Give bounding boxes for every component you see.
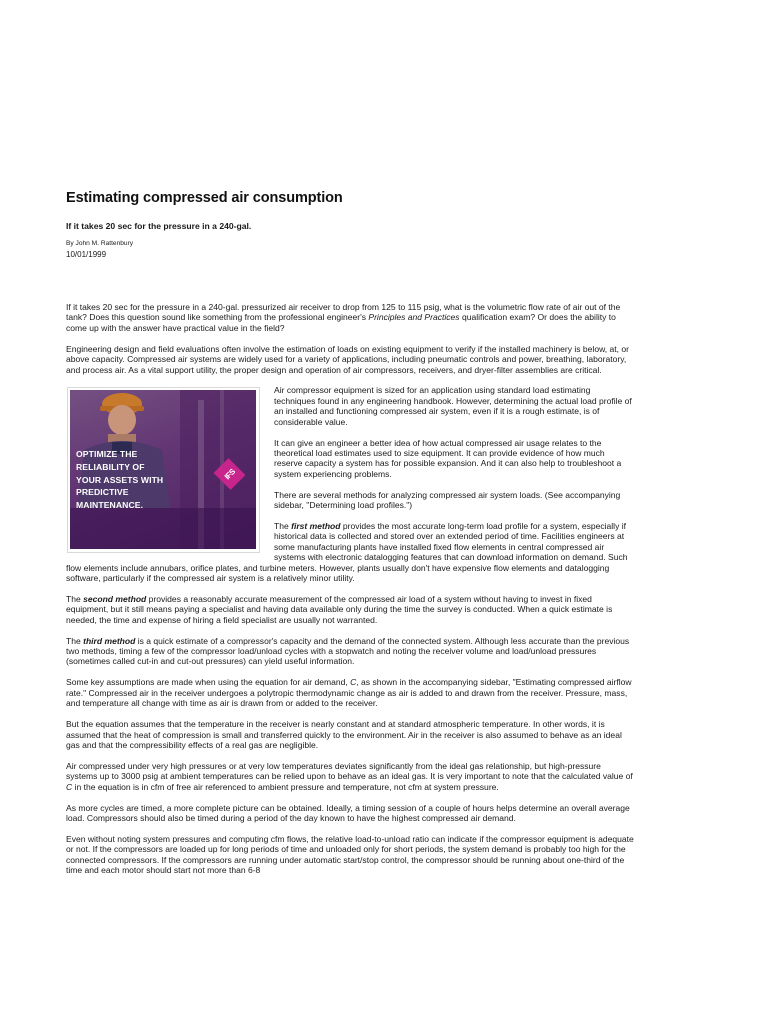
paragraph-8 [66, 636, 634, 667]
paragraph-11-text-a: Air compressed under very high pressures or at very low temperatures deviates significantly from the ideal gas relationship, but high-pressure systems up to 3000 psig at ambient temperatures can be relied upon to behave as an ideal gas. It is very important to note that the calculated value of [66, 760, 633, 782]
paragraph-6-text-a: The [274, 521, 292, 531]
paragraph-9-emphasis: C [350, 677, 357, 688]
paragraph-9 [66, 677, 634, 708]
paragraph-11 [66, 761, 634, 792]
advertisement-tagline: OPTIMIZE THE RELIABILITY OF YOUR ASSETS WITH PREDICTIVE MAINTENANCE. [76, 449, 164, 510]
article-body [66, 302, 634, 875]
article [66, 190, 634, 886]
paragraph-13: Even without noting system pressures and computing cfm flows, the relative load-to-unload ratio can indicate if the compressor equipment is adequate or not. If the compressors are loaded up for long periods of time and unloaded only for short periods, the system demand is probably too high for the connected compressors. If the compressors are running under automatic start/stop control, the compressor should be running about one-third of the time and each motor should start not more than 6-8 [66, 833, 634, 876]
paragraph-11-text-b: in the equation is in cfm of free air referenced to ambient pressure and temperature, not cfm at system pressure. [72, 781, 499, 792]
ifs-logo-text: IFS [222, 467, 237, 482]
paragraph-7-emphasis: second method [83, 593, 147, 604]
advertisement-image [70, 390, 256, 549]
paragraph-6-emphasis: first method [291, 521, 341, 531]
paragraph-5: There are several methods for analyzing compressed air system loads. (See accompanying sidebar, "Determining load profiles.") [274, 489, 621, 511]
paragraph-9-text-b: , as shown in the accompanying sidebar, "Estimating compressed airflow rate." Compressed air in the receiver undergoes a polytropic thermodynamic change as air is added to and drawn from the receiver. Pressure, mass, and temperature all change with time as air is drawn from or added to the receiver. [66, 677, 632, 709]
paragraph-7-text-b: provides a reasonably accurate measurement of the compressed air load of a system without having to invest in fixed equipment, but it still means paying a specialist and having data available only during the time the survey is conducted. When a quick estimate is needed, the time and expense of hiring a field specialist are usually not warranted. [66, 593, 613, 625]
paragraph-1 [66, 302, 634, 333]
paragraph-4: It can give an engineer a better idea of how actual compressed air usage relates to the theoretical load estimates used to size equipment. It can provide evidence of how much reserve capacity a system has for possible expansion. And it can also help to troubleshoot a system experiencing problems. [274, 437, 622, 479]
paragraph-11-emphasis: C [66, 781, 73, 792]
paragraph-1-text-b: qualification exam? Or does the ability to come up with the answer have practical value in the field? [66, 312, 616, 333]
paragraph-2: Engineering design and field evaluations often involve the estimation of loads on existing equipment to verify if the installed machinery is below, at, or above capacity. Compressed air systems are widely used for a variety of applications, including pneumatic controls and power, breathing, laboratory, and process air. As a vital support utility, the proper design and operation of air compressors, receivers, and dryer-filter assemblies are critical. [66, 343, 630, 375]
paragraph-12: As more cycles are timed, a more complete picture can be obtained. Ideally, a timing session of a couple of hours helps determine an overall average load. Compressors should also be timed during a period of the day known to have the highest compressed air demand. [66, 802, 630, 823]
paragraph-1-text-a: If it takes 20 sec for the pressure in a 240-gal. pressurized air receiver to drop from 125 to 115 psig, what is the volumetric flow rate of air out of the tank? Does this question sound like something from the professional engineer's [66, 302, 621, 323]
paragraph-7-text-a: The [66, 593, 84, 604]
paragraph-8-text-a: The [66, 635, 84, 646]
advertisement-banner[interactable] [67, 387, 260, 553]
paragraph-7 [66, 594, 634, 625]
article-byline: By John M. Rattenbury [66, 240, 134, 247]
paragraph-3: Air compressor equipment is sized for an application using standard load estimating techniques found in any engineering handbook. However, determining the actual load profile of an installed and functioning compressed air system, even if it is a rough estimate, is of considerable value. [274, 385, 632, 427]
paragraph-9-text-a: Some key assumptions are made when using the equation for air demand, [66, 677, 351, 688]
paragraph-8-emphasis: third method [83, 635, 136, 646]
paragraph-6-text-b: provides the most accurate long-term load profile for a system, especially if historical data is collected and stored over an extended period of time. Facilities engineers at some manufacturing plants have installed fixed flow elements in central compressed air systems with electronic datalogging features that can download information on demand. Such flow elements include annubars, orifice plates, and turbine meters. However, plants usually don't have expensive flow elements and datalogging software, particularly if the compressed air system is a relatively minor utility. [66, 521, 628, 584]
article-deck: If it takes 20 sec for the pressure in a 240-gal. [66, 221, 252, 231]
paragraph-1-emphasis: Principles and Practices [368, 312, 460, 323]
article-title: Estimating compressed air consumption [66, 190, 343, 206]
paragraph-8-text-b: is a quick estimate of a compressor's capacity and the demand of the connected system. Although less accurate than the previous two methods, timing a few of the compressor load/unload cycles with a stopwatch and noting the receiver volume and load/unload pressures (sometimes called cut-in and cut-out pressures) can yield useful information. [66, 635, 630, 667]
article-date: 10/01/1999 [66, 250, 107, 259]
paragraph-10: But the equation assumes that the temperature in the receiver is nearly constant and at standard atmospheric temperature. In other words, it is assumed that the heat of compression is small and transferred quickly to the environment. Air in the receiver is also assumed to behave as an ideal gas and that the compressibility effects of a real gas are negligible. [66, 719, 622, 750]
